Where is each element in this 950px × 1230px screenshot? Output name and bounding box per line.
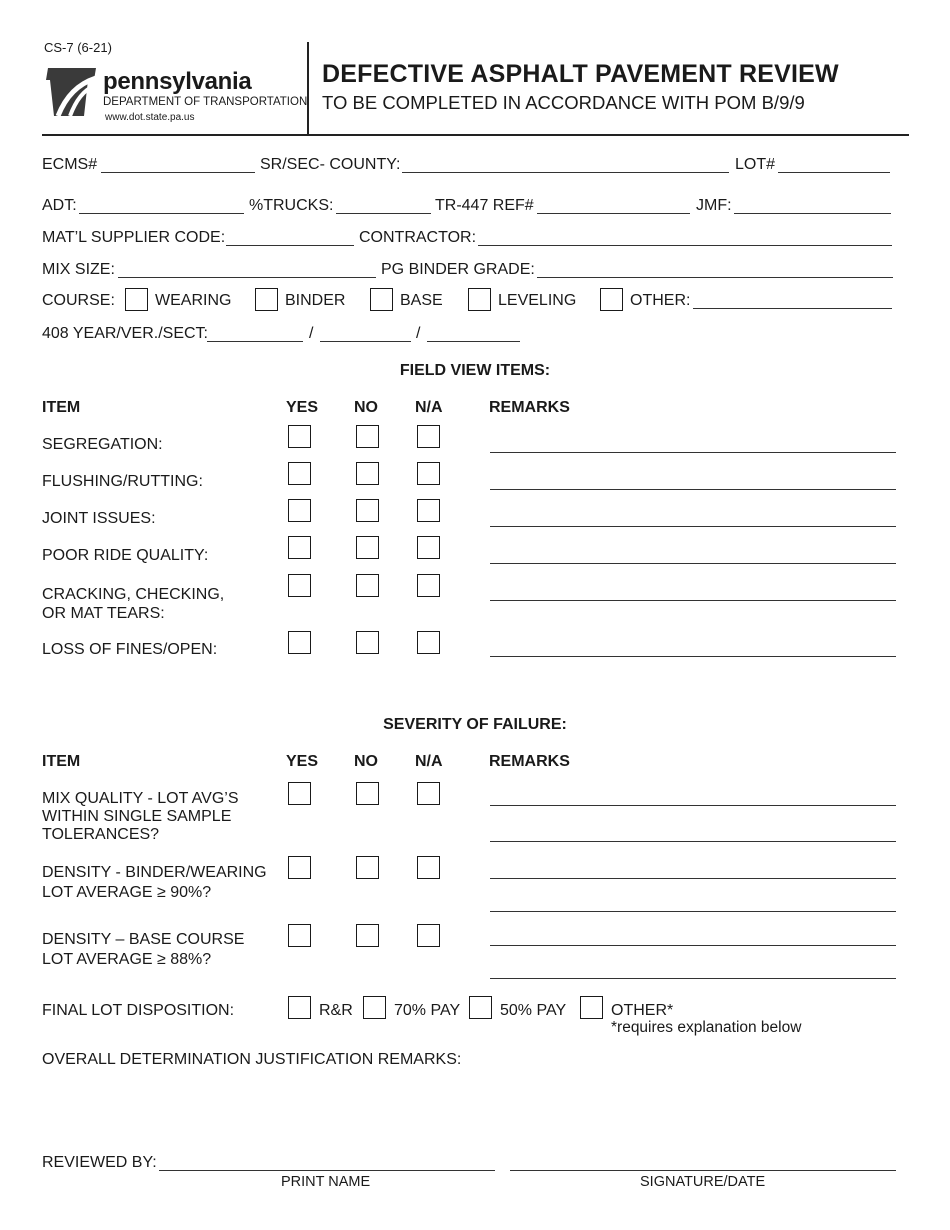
disposition-50-checkbox[interactable] [469,996,492,1019]
form-subtitle: TO BE COMPLETED IN ACCORDANCE WITH POM B/9/9 [322,92,805,113]
sr-sec-county-label: SR/SEC- COUNTY: [260,156,401,173]
adt-label: ADT: [42,197,77,214]
fv-na-checkbox[interactable] [417,574,440,597]
course-label: COURSE: [42,292,115,309]
course-base-checkbox[interactable] [370,288,393,311]
sf-no-checkbox[interactable] [356,782,379,805]
fv-item-label: POOR RIDE QUALITY: [42,547,209,564]
disposition-50-label: 50% PAY [500,1002,567,1019]
course-wearing-label: WEARING [155,292,232,309]
sf-col-item: ITEM [42,753,81,770]
course-base-label: BASE [400,292,443,309]
sf-remarks-field[interactable] [490,805,896,806]
sf-no-checkbox[interactable] [356,856,379,879]
tr447-label: TR-447 REF# [435,197,534,214]
pg-binder-field[interactable] [537,277,893,278]
fv-yes-checkbox[interactable] [288,499,311,522]
supplier-code-field[interactable] [226,245,354,246]
course-leveling-checkbox[interactable] [468,288,491,311]
fv-col-item: ITEM [42,399,81,416]
pg-binder-label: PG BINDER GRADE: [381,261,535,278]
disposition-70-label: 70% PAY [394,1002,461,1019]
fv-col-no: NO [354,399,378,416]
logo-wordmark: pennsylvania [103,68,252,95]
form-id: CS-7 (6-21) [44,40,112,55]
fv-yes-checkbox[interactable] [288,462,311,485]
sf-yes-checkbox[interactable] [288,782,311,805]
fv-yes-checkbox[interactable] [288,574,311,597]
justification-label: OVERALL DETERMINATION JUSTIFICATION REMARKS: [42,1051,462,1068]
fv-remarks-field[interactable] [490,489,896,490]
fv-no-checkbox[interactable] [356,536,379,559]
fv-yes-checkbox[interactable] [288,536,311,559]
signature-date-caption: SIGNATURE/DATE [640,1174,766,1190]
jmf-label: JMF: [696,197,732,214]
fv-na-checkbox[interactable] [417,462,440,485]
disposition-note: *requires explanation below [611,1019,802,1036]
ecms-label: ECMS# [42,156,98,173]
field-view-heading: FIELD VIEW ITEMS: [399,362,551,379]
signature-date-field[interactable] [510,1170,896,1171]
print-name-field[interactable] [159,1170,495,1171]
sf-col-na: N/A [415,753,443,770]
sf-remarks-field[interactable] [490,911,896,912]
slash-1: / [309,325,314,342]
fv-col-yes: YES [286,399,319,416]
fv-na-checkbox[interactable] [417,499,440,522]
lot-label: LOT# [735,156,776,173]
header-rule [42,134,909,136]
ecms-field[interactable] [101,172,255,173]
sf-no-checkbox[interactable] [356,924,379,947]
print-name-caption: PRINT NAME [281,1174,371,1190]
slash-2: / [416,325,421,342]
fv-col-na: N/A [415,399,443,416]
trucks-label: %TRUCKS: [249,197,334,214]
sf-na-checkbox[interactable] [417,782,440,805]
sf-na-checkbox[interactable] [417,856,440,879]
sf-yes-checkbox[interactable] [288,856,311,879]
course-other-label: OTHER: [630,292,691,309]
fv-no-checkbox[interactable] [356,499,379,522]
section-field[interactable] [427,341,520,342]
jmf-field[interactable] [734,213,891,214]
version-field[interactable] [320,341,411,342]
keystone-icon [44,66,100,118]
supplier-code-label: MAT’L SUPPLIER CODE: [42,229,226,246]
logo-department: DEPARTMENT OF TRANSPORTATION [103,96,308,108]
mix-size-field[interactable] [118,277,376,278]
trucks-field[interactable] [336,213,431,214]
justification-remarks-area[interactable] [42,1074,896,1144]
header-divider [307,42,309,134]
fv-yes-checkbox[interactable] [288,631,311,654]
fv-no-checkbox[interactable] [356,425,379,448]
sf-col-no: NO [354,753,378,770]
mix-size-label: MIX SIZE: [42,261,115,278]
sf-item-label: MIX QUALITY - LOT AVG’S WITHIN SINGLE SAMPLE TOLERANCES? [42,790,239,843]
sf-remarks-field[interactable] [490,978,896,979]
sf-remarks-field[interactable] [490,841,896,842]
sf-yes-checkbox[interactable] [288,924,311,947]
fv-item-label: SEGREGATION: [42,436,163,453]
fv-na-checkbox[interactable] [417,425,440,448]
contractor-label: CONTRACTOR: [359,229,477,246]
fv-item-label: FLUSHING/RUTTING: [42,473,203,490]
course-leveling-label: LEVELING [498,292,577,309]
sr-sec-county-field[interactable] [402,172,729,173]
fv-remarks-field[interactable] [490,600,896,601]
fv-item-label: LOSS OF FINES/OPEN: [42,641,218,658]
adt-field[interactable] [79,213,244,214]
course-other-field[interactable] [693,308,892,309]
fv-no-checkbox[interactable] [356,574,379,597]
disposition-rr-label: R&R [319,1002,353,1019]
course-other-checkbox[interactable] [600,288,623,311]
sf-item-label: DENSITY - BINDER/WEARING LOT AVERAGE ≥ 90%? [42,864,267,901]
sf-remarks-field[interactable] [490,945,896,946]
fv-item-label: CRACKING, CHECKING, OR MAT TEARS: [42,586,225,622]
logo-website: www.dot.state.pa.us [105,112,195,123]
tr447-field[interactable] [537,213,690,214]
fv-na-checkbox[interactable] [417,536,440,559]
fv-yes-checkbox[interactable] [288,425,311,448]
sf-na-checkbox[interactable] [417,924,440,947]
fv-remarks-field[interactable] [490,563,896,564]
fv-no-checkbox[interactable] [356,631,379,654]
sf-col-yes: YES [286,753,319,770]
reviewed-by-label: REVIEWED BY: [42,1154,157,1171]
disposition-rr-checkbox[interactable] [288,996,311,1019]
disposition-70-checkbox[interactable] [363,996,386,1019]
year-ver-sect-label: 408 YEAR/VER./SECT: [42,325,208,342]
severity-heading: SEVERITY OF FAILURE: [383,716,567,733]
sf-item-label: DENSITY – BASE COURSE LOT AVERAGE ≥ 88%? [42,931,245,968]
fv-remarks-field[interactable] [490,526,896,527]
course-binder-label: BINDER [285,292,346,309]
fv-remarks-field[interactable] [490,452,896,453]
disposition-other-checkbox[interactable] [580,996,603,1019]
fv-item-label: JOINT ISSUES: [42,510,156,527]
year-field[interactable] [207,341,303,342]
sf-remarks-field[interactable] [490,878,896,879]
fv-na-checkbox[interactable] [417,631,440,654]
fv-no-checkbox[interactable] [356,462,379,485]
lot-field[interactable] [778,172,890,173]
fv-col-remarks: REMARKS [489,399,570,416]
fv-remarks-field[interactable] [490,656,896,657]
disposition-label: FINAL LOT DISPOSITION: [42,1002,235,1019]
form-title: DEFECTIVE ASPHALT PAVEMENT REVIEW [322,60,839,88]
course-binder-checkbox[interactable] [255,288,278,311]
penndot-logo [44,64,308,126]
course-wearing-checkbox[interactable] [125,288,148,311]
disposition-other-label: OTHER* [611,1002,674,1019]
contractor-field[interactable] [478,245,892,246]
sf-col-remarks: REMARKS [489,753,570,770]
